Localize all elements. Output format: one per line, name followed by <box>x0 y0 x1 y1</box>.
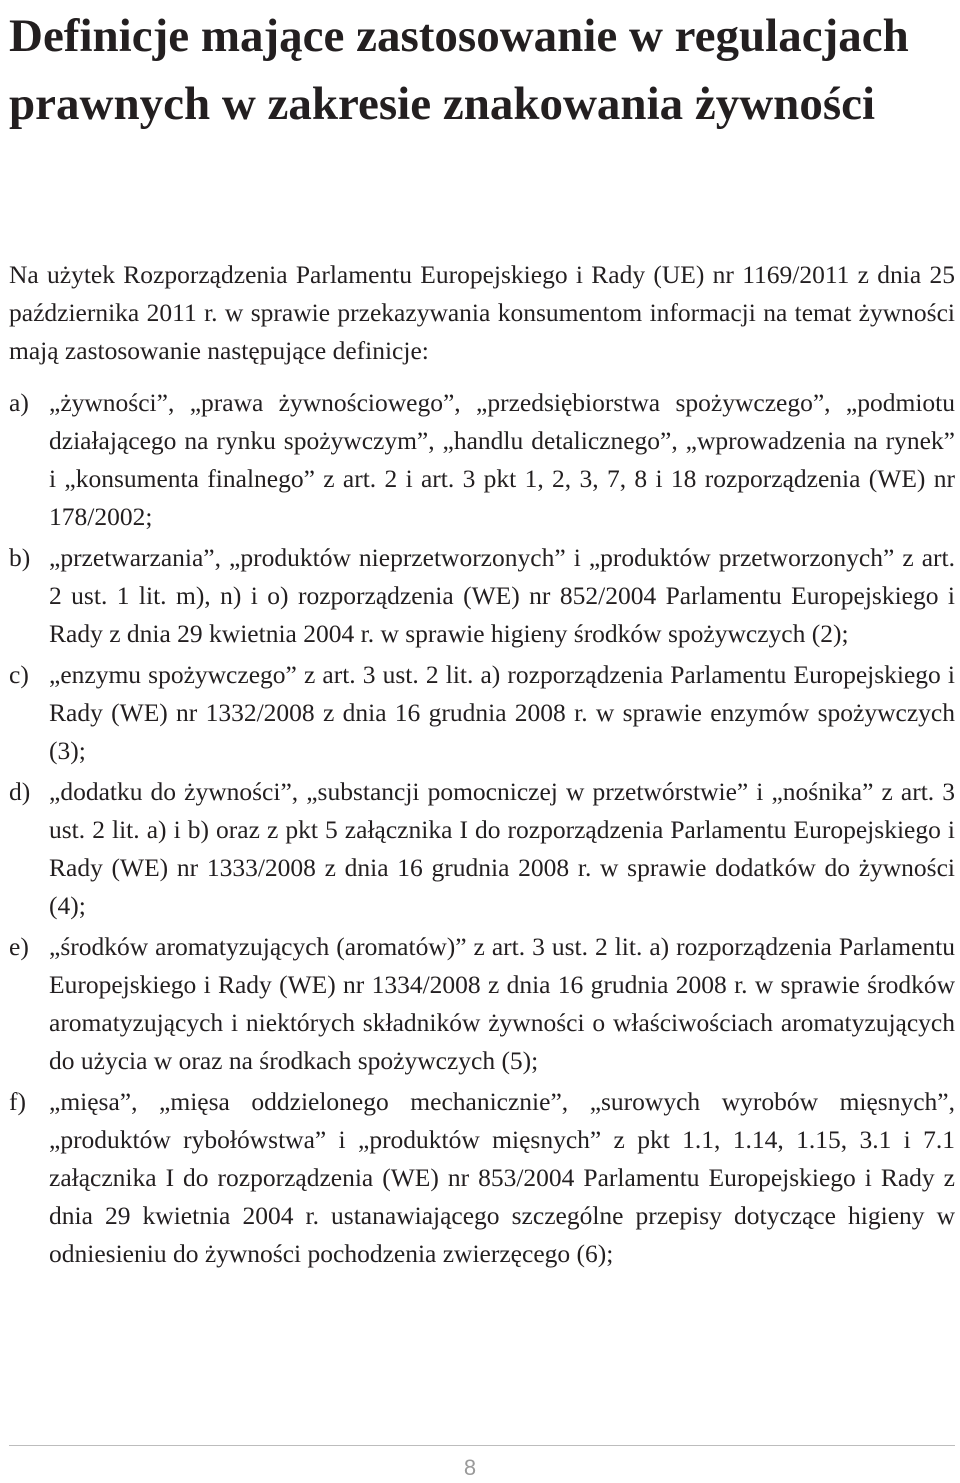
footer-divider <box>9 1445 955 1446</box>
definition-text: „dodatku do żywności”, „substancji pomocniczej w przetwórstwie” i „nośnika” z art. 3 ust. 2 lit. a) i b) oraz z pkt 5 załącznika I do rozporządzenia Parlamentu Europejskiego i Rady (WE) nr 1333/2008 z dnia 16 grudnia 2008 r. w sprawie dodatków do żywności (4); <box>49 777 955 920</box>
page-number: 8 <box>463 1455 477 1480</box>
definition-item-a <box>9 384 955 536</box>
definition-marker: b) <box>9 543 31 572</box>
definition-item-b <box>9 539 955 653</box>
definition-text: „żywności”, „prawa żywnościowego”, „przedsiębiorstwa spożywczego”, „podmiotu działającego na rynku spożywczym”, „handlu detalicznego”, „wprowadzenia na rynek” i „konsumenta finalnego” z art. 2 i art. 3 pkt 1, 2, 3, 7, 8 i 18 rozporządzenia (WE) nr 178/2002; <box>49 388 955 531</box>
definition-text: „enzymu spożywczego” z art. 3 ust. 2 lit. a) rozporządzenia Parlamentu Europejskiego i Rady (WE) nr 1332/2008 z dnia 16 grudnia 2008 r. w sprawie enzymów spożywczych (3); <box>49 660 955 765</box>
definition-text: „mięsa”, „mięsa oddzielonego mechanicznie”, „surowych wyrobów mięsnych”, „produktów rybołówstwa” i „produktów mięsnych” z pkt 1.1, 1.14, 1.15, 3.1 i 7.1 załącznika I do rozporządzenia (WE) nr 853/2004 Parlamentu Europejskiego i Rady z dnia 29 kwietnia 2004 r. ustanawiającego szczególne przepisy dotyczące higieny w odniesieniu do żywności pochodzenia zwierzęcego (6); <box>49 1087 955 1268</box>
page-title: Definicje mające zastosowanie w regulacjach prawnych w zakresie znakowania żywności <box>9 10 909 130</box>
definition-marker: e) <box>9 932 29 961</box>
definition-text: „środków aromatyzujących (aromatów)” z art. 3 ust. 2 lit. a) rozporządzenia Parlamentu Europejskiego i Rady (WE) nr 1334/2008 z dnia 16 grudnia 2008 r. w sprawie środków aromatyzujących i niektórych składników żywności o właściwościach aromatyzujących do użycia w oraz na środkach spożywczych (5); <box>49 932 955 1075</box>
definition-item-f <box>9 1083 955 1273</box>
definition-text: „przetwarzania”, „produktów nieprzetworzonych” i „produktów przetworzonych” z art. 2 ust. 1 lit. m), n) i o) rozporządzenia (WE) nr 852/2004 Parlamentu Europejskiego i Rady z dnia 29 kwietnia 2004 r. w sprawie higieny środków spożywczych (2); <box>49 543 955 648</box>
intro-paragraph: Na użytek Rozporządzenia Parlamentu Europejskiego i Rady (UE) nr 1169/2011 z dnia 25 października 2011 r. w sprawie przekazywania konsumentom informacji na temat żywności mają zastosowanie następujące definicje: <box>9 260 955 365</box>
definition-marker: d) <box>9 777 31 806</box>
definition-item-e <box>9 928 955 1080</box>
definition-item-c <box>9 656 955 770</box>
definition-marker: c) <box>9 660 29 689</box>
definition-marker: f) <box>9 1087 26 1116</box>
definition-marker: a) <box>9 388 29 417</box>
definition-item-d <box>9 773 955 925</box>
definitions-list <box>9 384 955 1276</box>
